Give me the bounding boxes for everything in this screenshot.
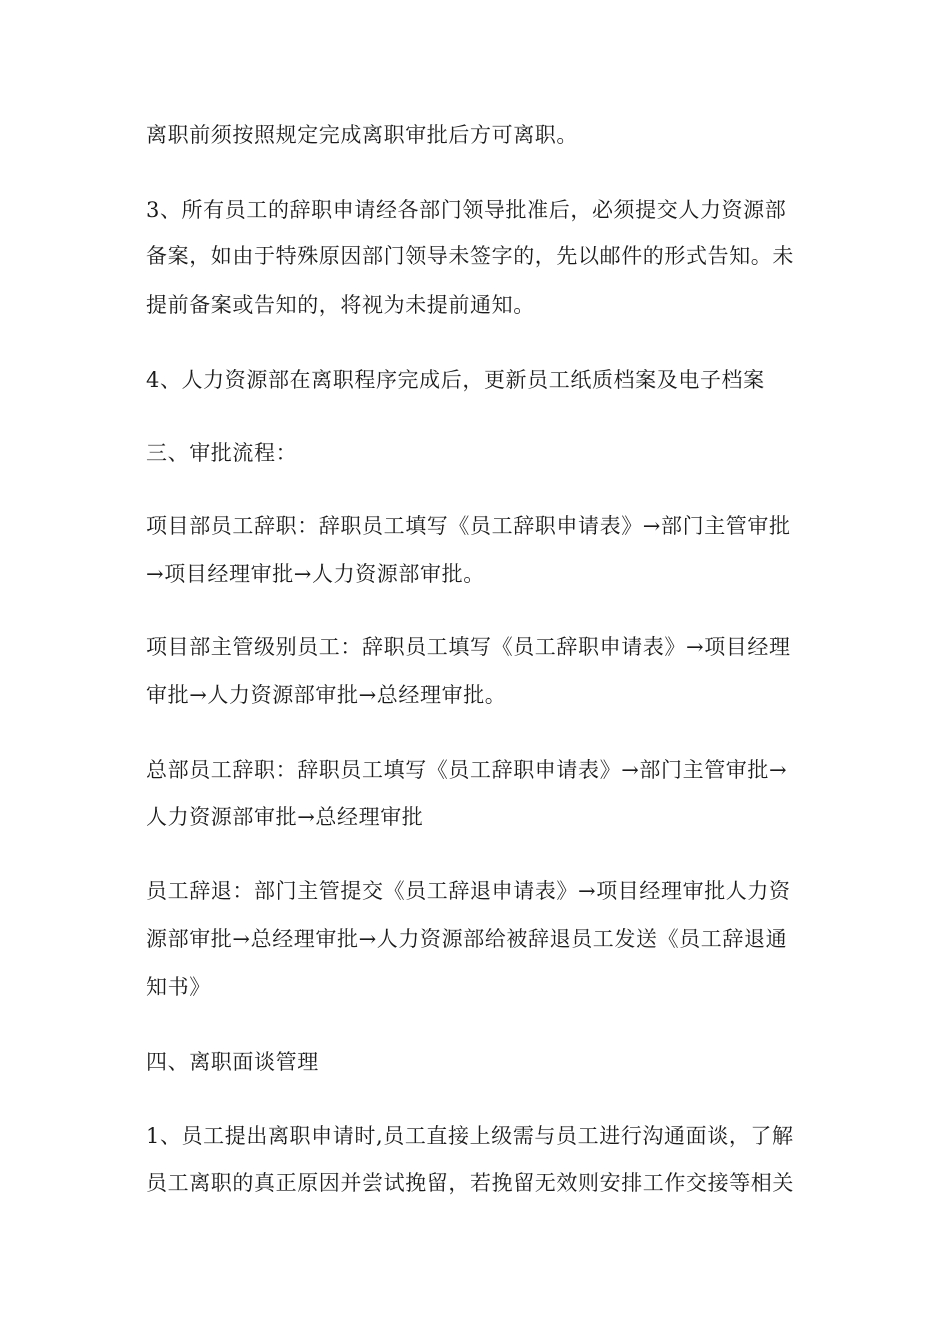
text-line: 提前备案或告知的，将视为未提前通知。	[146, 293, 535, 317]
text-line: 审批→人力资源部审批→总经理审批。	[146, 683, 507, 707]
text-line: 知书》	[146, 975, 211, 999]
text-line: 员工辞退：部门主管提交《员工辞退申请表》→项目经理审批人力资	[146, 879, 791, 903]
text-line: 项目部员工辞职：辞职员工填写《员工辞职申请表》→部门主管审批	[146, 514, 791, 538]
text-line: 项目部主管级别员工：辞职员工填写《员工辞职申请表》→项目经理	[146, 635, 791, 659]
text-line: 4、人力资源部在离职程序完成后，更新员工纸质档案及电子档案	[146, 368, 765, 392]
text-line: 备案，如由于特殊原因部门领导未签字的，先以邮件的形式告知。未	[146, 244, 794, 268]
text-line: 员工离职的真正原因并尝试挽留，若挽留无效则安排工作交接等相关	[146, 1171, 794, 1195]
text-line: →项目经理审批→人力资源部审批。	[146, 562, 485, 586]
section-heading: 三、审批流程：	[146, 441, 298, 465]
text-line: 总部员工辞职：辞职员工填写《员工辞职申请表》→部门主管审批→	[146, 758, 788, 782]
text-line: 3、所有员工的辞职申请经各部门领导批准后，必须提交人力资源部	[146, 198, 787, 222]
text-line: 人力资源部审批→总经理审批	[146, 805, 424, 829]
text-line: 离职前须按照规定完成离职审批后方可离职。	[146, 123, 578, 147]
text-line: 源部审批→总经理审批→人力资源部给被辞退员工发送《员工辞退通	[146, 927, 788, 951]
section-heading: 四、离职面谈管理	[146, 1050, 319, 1074]
text-line: 1、员工提出离职申请时,员工直接上级需与员工进行沟通面谈，了解	[146, 1124, 794, 1148]
